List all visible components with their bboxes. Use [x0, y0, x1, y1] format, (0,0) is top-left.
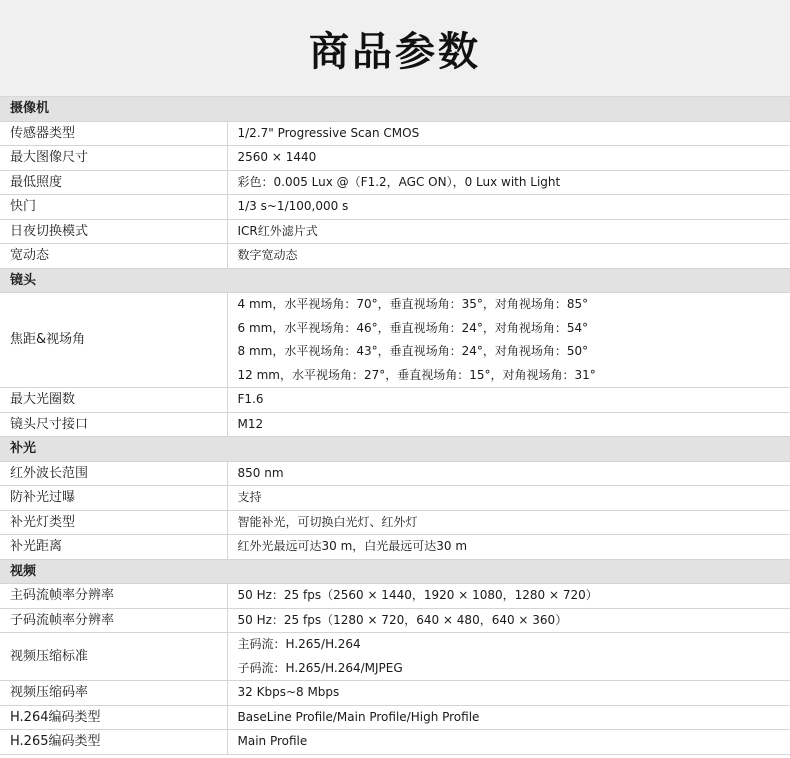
- spec-row: [0, 461, 790, 486]
- spec-value: [227, 705, 790, 730]
- spec-label: 镜头尺寸接口: [0, 412, 227, 437]
- spec-value: [227, 608, 790, 633]
- spec-row: [0, 195, 790, 220]
- spec-row: [0, 412, 790, 437]
- spec-row: [0, 535, 790, 560]
- spec-value: [227, 121, 790, 146]
- spec-value-line: M12: [237, 416, 264, 431]
- spec-value: [227, 633, 790, 681]
- spec-row: [0, 681, 790, 706]
- spec-value-line: 8 mm，水平视场角：43°，垂直视场角：24°，对角视场角：50°: [237, 344, 589, 358]
- section-title: 摄像机: [0, 97, 790, 121]
- spec-value: [227, 681, 790, 706]
- page-header: [0, 0, 790, 97]
- spec-value: [227, 730, 790, 755]
- section-header-row: [0, 97, 790, 121]
- spec-label: 宽动态: [0, 244, 227, 269]
- spec-value-line: 主码流：H.265/H.264: [237, 637, 361, 651]
- spec-label: 视频压缩标准: [0, 633, 227, 681]
- spec-value-line: 850 nm: [237, 465, 284, 480]
- spec-value-line: 数字宽动态: [237, 248, 298, 262]
- spec-value-line: 50 Hz：25 fps（1280 × 720，640 × 480，640 × 360）: [237, 612, 568, 627]
- section-title: 镜头: [0, 268, 790, 293]
- spec-row: [0, 584, 790, 609]
- spec-row: [0, 293, 790, 388]
- section-title: 视频: [0, 559, 790, 584]
- spec-row: [0, 633, 790, 681]
- spec-value: [227, 486, 790, 511]
- spec-value-line: F1.6: [237, 392, 264, 406]
- spec-label: 子码流帧率分辨率: [0, 608, 227, 633]
- spec-label: 主码流帧率分辨率: [0, 584, 227, 609]
- spec-value-line: BaseLine Profile/Main Profile/High Profile: [237, 709, 480, 724]
- spec-value: [227, 219, 790, 244]
- spec-value-line: Main Profile: [237, 734, 308, 748]
- spec-value-line: 6 mm，水平视场角：46°，垂直视场角：24°，对角视场角：54°: [237, 320, 589, 335]
- spec-label: 视频压缩码率: [0, 681, 227, 706]
- spec-table: [0, 97, 790, 755]
- spec-value: [227, 584, 790, 609]
- spec-label: 补光距离: [0, 535, 227, 560]
- spec-value-line: 1/3 s~1/100,000 s: [237, 199, 349, 213]
- spec-label: 红外波长范围: [0, 461, 227, 486]
- section-header-row: [0, 437, 790, 462]
- spec-value-line: ICR红外滤片式: [237, 223, 318, 238]
- spec-value-line: 1/2.7" Progressive Scan CMOS: [237, 125, 420, 140]
- spec-value: [227, 195, 790, 220]
- spec-value: [227, 244, 790, 269]
- spec-row: [0, 388, 790, 413]
- spec-value-line: 智能补光，可切换白光灯、红外灯: [237, 514, 418, 529]
- spec-value-line: 32 Kbps~8 Mbps: [237, 685, 340, 699]
- spec-value-line: 红外光最远可达30 m，白光最远可达30 m: [237, 539, 468, 553]
- spec-value-line: 4 mm，水平视场角：70°，垂直视场角：35°，对角视场角：85°: [237, 297, 589, 311]
- section-header-row: [0, 559, 790, 584]
- spec-value: [227, 412, 790, 437]
- spec-row: [0, 510, 790, 535]
- spec-row: [0, 486, 790, 511]
- spec-label: 焦距&视场角: [0, 293, 227, 388]
- section-title: 补光: [0, 437, 790, 462]
- spec-value: [227, 510, 790, 535]
- spec-value: [227, 461, 790, 486]
- spec-label: 日夜切换模式: [0, 219, 227, 244]
- spec-label: 最低照度: [0, 170, 227, 195]
- spec-label: H.265编码类型: [0, 730, 227, 755]
- spec-label: H.264编码类型: [0, 705, 227, 730]
- spec-value-line: 12 mm，水平视场角：27°，垂直视场角：15°，对角视场角：31°: [237, 367, 596, 382]
- section-header-row: [0, 268, 790, 293]
- spec-value-line: 支持: [237, 490, 262, 504]
- spec-label: 防补光过曝: [0, 486, 227, 511]
- spec-label: 快门: [0, 195, 227, 220]
- spec-label: 传感器类型: [0, 121, 227, 146]
- spec-row: [0, 146, 790, 171]
- spec-row: [0, 219, 790, 244]
- spec-label: 补光灯类型: [0, 510, 227, 535]
- spec-label: 最大图像尺寸: [0, 146, 227, 171]
- spec-row: [0, 121, 790, 146]
- spec-value-line: 2560 × 1440: [237, 150, 317, 164]
- page-title: 商品参数: [309, 28, 481, 75]
- spec-row: [0, 244, 790, 269]
- spec-row: [0, 730, 790, 755]
- spec-label: 最大光圈数: [0, 388, 227, 413]
- spec-value-line: 子码流：H.265/H.264/MJPEG: [237, 660, 403, 675]
- spec-value: [227, 388, 790, 413]
- spec-value: [227, 170, 790, 195]
- spec-row: [0, 170, 790, 195]
- spec-value-line: 彩色：0.005 Lux @（F1.2，AGC ON），0 Lux with Light: [237, 174, 561, 189]
- spec-row: [0, 705, 790, 730]
- spec-value: [227, 535, 790, 560]
- spec-row: [0, 608, 790, 633]
- spec-value: [227, 146, 790, 171]
- spec-value-line: 50 Hz：25 fps（2560 × 1440，1920 × 1080，1280 × 720）: [237, 588, 598, 602]
- spec-value: [227, 293, 790, 388]
